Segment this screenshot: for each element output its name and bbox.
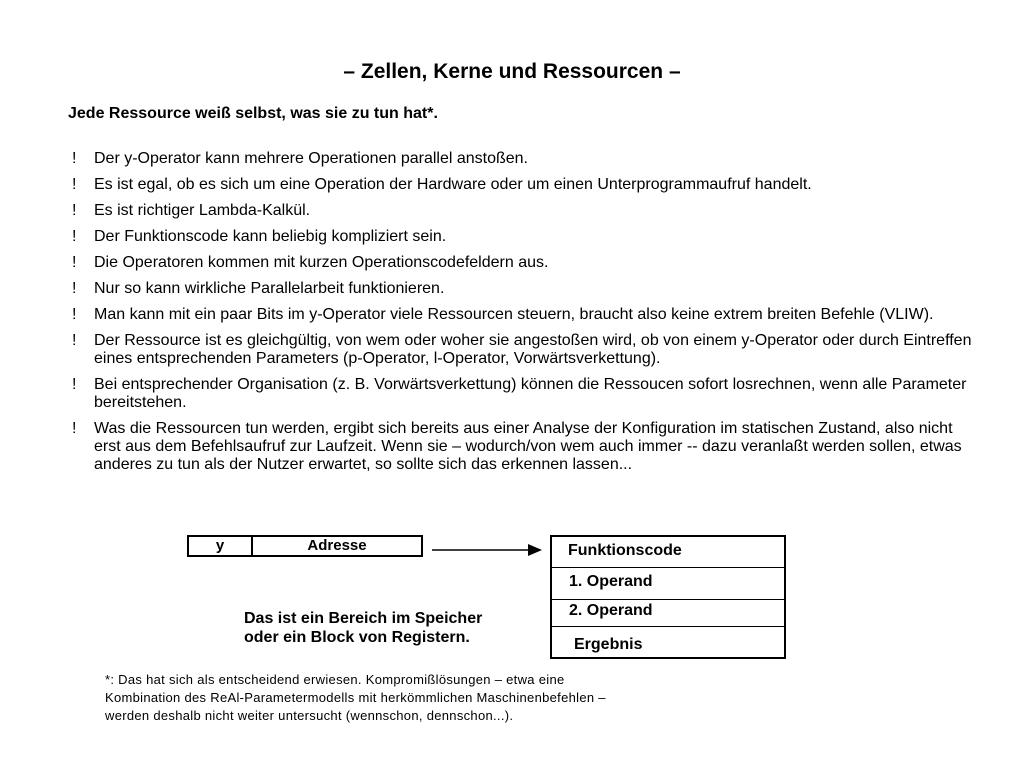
bullet-text: Was die Ressourcen tun werden, ergibt sich bereits aus einer Analyse der Konfiguration im statischen Zustand, also nicht erst aus dem Befehlsaufruf zur Laufzeit. Wenn sie – wodurch/von wem auch immer -- dazu veranlaßt werden sollen, etwas anderes zu tun als der Nutzer erwartet, so sollte sich das erkennen lassen... bbox=[94, 420, 962, 473]
bullet-marker: ! bbox=[72, 420, 77, 437]
list-item bbox=[72, 420, 972, 474]
footnote bbox=[105, 671, 606, 725]
function-code-label: Funktionscode bbox=[568, 542, 682, 559]
list-item bbox=[72, 280, 972, 298]
bullet-marker: ! bbox=[72, 306, 77, 323]
bullet-marker: ! bbox=[72, 254, 77, 271]
operand-block bbox=[550, 535, 786, 659]
list-item bbox=[72, 332, 972, 368]
memory-note bbox=[244, 609, 482, 647]
bullet-marker: ! bbox=[72, 176, 77, 193]
register-address-field: Adresse bbox=[307, 537, 367, 554]
subtitle: Jede Ressource weiß selbst, was sie zu tun hat*. bbox=[68, 105, 438, 122]
bullet-text: Die Operatoren kommen mit kurzen Operationscodefeldern aus. bbox=[94, 254, 549, 271]
bullet-list bbox=[72, 150, 972, 482]
divider bbox=[550, 599, 786, 600]
divider bbox=[550, 567, 786, 568]
footnote-line: werden deshalb nicht weiter untersucht (wennschon, dennschon...). bbox=[105, 708, 514, 723]
bullet-text: Man kann mit ein paar Bits im y-Operator viele Ressourcen steuern, braucht also keine extrem breiten Befehle (VLIW). bbox=[94, 306, 934, 323]
page-title: – Zellen, Kerne und Ressourcen – bbox=[343, 60, 681, 83]
register-box bbox=[187, 535, 423, 557]
bullet-text: Der Ressource ist es gleichgültig, von wem oder woher sie angestoßen wird, ob von einem y-Operator oder durch Eintreffen eines entsprechenden Parameters (p-Operator, l-Operator, Vorwärtsverkettung). bbox=[94, 332, 972, 367]
operand-1-label: 1. Operand bbox=[569, 573, 653, 590]
list-item bbox=[72, 202, 972, 220]
bullet-marker: ! bbox=[72, 376, 77, 393]
list-item bbox=[72, 150, 972, 168]
bullet-text: Es ist egal, ob es sich um eine Operation der Hardware oder um einen Unterprogrammaufruf handelt. bbox=[94, 176, 812, 193]
list-item bbox=[72, 176, 972, 194]
note-line: Das ist ein Bereich im Speicher bbox=[244, 610, 483, 627]
footnote-line: Kombination des ReAl-Parametermodells mit herkömmlichen Maschinenbefehlen – bbox=[105, 690, 606, 705]
bullet-text: Der Funktionscode kann beliebig kompliziert sein. bbox=[94, 228, 447, 245]
bullet-marker: ! bbox=[72, 150, 77, 167]
bullet-marker: ! bbox=[72, 280, 77, 297]
footnote-line: *: Das hat sich als entscheidend erwiesen. Kompromißlösungen – etwa eine bbox=[105, 672, 565, 687]
bullet-text: Es ist richtiger Lambda-Kalkül. bbox=[94, 202, 311, 219]
list-item bbox=[72, 254, 972, 272]
bullet-text: Bei entsprechender Organisation (z. B. Vorwärtsverkettung) können die Ressoucen sofort losrechnen, wenn alle Parameter bereitstehen. bbox=[94, 376, 967, 411]
bullet-marker: ! bbox=[72, 332, 77, 349]
divider bbox=[550, 626, 786, 627]
bullet-text: Nur so kann wirkliche Parallelarbeit funktionieren. bbox=[94, 280, 445, 297]
list-item bbox=[72, 376, 972, 412]
bullet-text: Der y-Operator kann mehrere Operationen parallel anstoßen. bbox=[94, 150, 528, 167]
right-arrow-icon bbox=[432, 540, 544, 560]
register-y-field: y bbox=[189, 537, 253, 555]
bullet-marker: ! bbox=[72, 202, 77, 219]
result-label: Ergebnis bbox=[574, 636, 643, 653]
note-line: oder ein Block von Registern. bbox=[244, 629, 470, 646]
list-item bbox=[72, 228, 972, 246]
bullet-marker: ! bbox=[72, 228, 77, 245]
operand-2-label: 2. Operand bbox=[569, 602, 653, 619]
list-item bbox=[72, 306, 972, 324]
